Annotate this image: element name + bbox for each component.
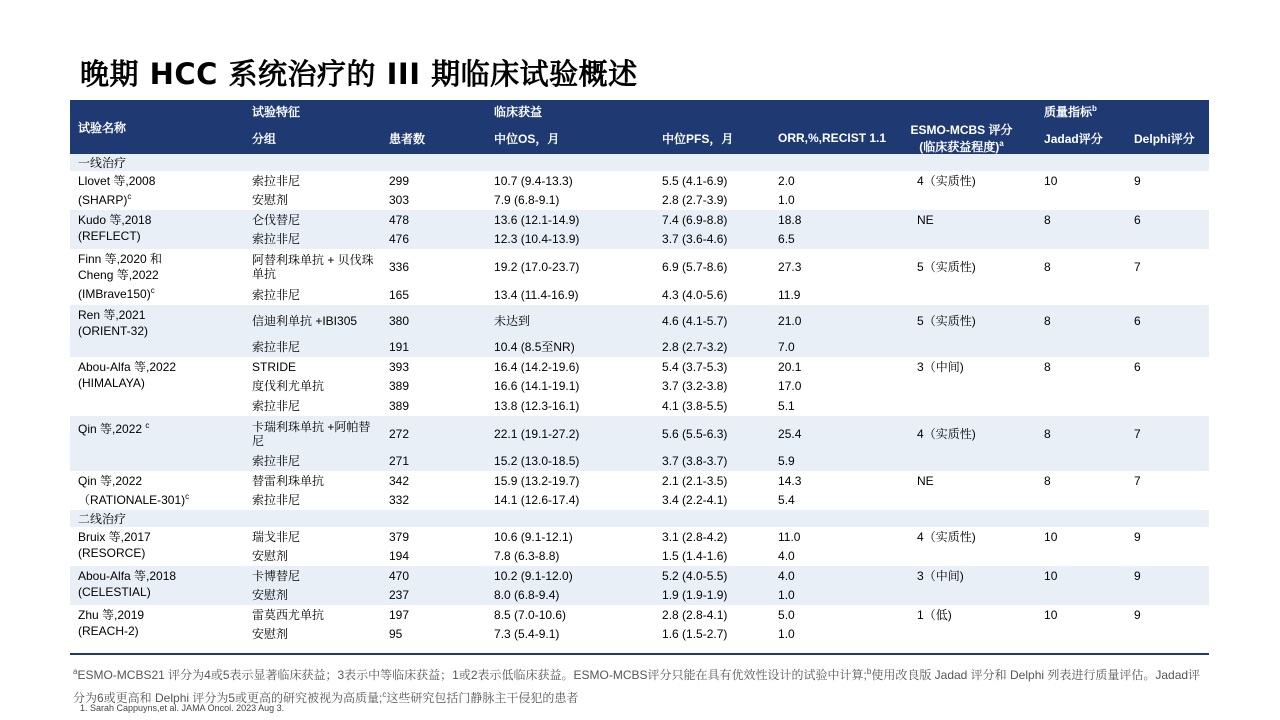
arm-os: 13.6 (12.1-14.9) [480,210,648,230]
trial-name: Bruix 等,2017 (RESORCE) [78,530,151,560]
arm-patients: 272 [375,416,480,452]
arm-os: 10.2 (9.1-12.0) [480,566,648,586]
arm-patients: 303 [389,193,410,208]
trial-esmo: 4（实质性) [917,529,976,544]
trial-jadad: 10 [1044,607,1058,622]
arm-os: 8.5 (7.0-10.6) [494,607,567,622]
arm-pfs: 3.4 (2.2-4.1) [662,493,728,508]
arm-os: 12.3 (10.4-13.9) [480,230,648,250]
trial-delphi: 9 [1134,607,1141,622]
trial-esmo: 3（中间) [917,359,964,374]
arm-patients: 470 [375,566,480,586]
header-patients: 患者数 [375,122,480,154]
trial-jadad: 8 [1030,210,1112,230]
trial-name: Qin 等,2022 （RATIONALE-301)$^c$ [78,474,190,507]
arm-pfs: 7.4 (6.9-8.8) [648,210,756,230]
section-second-line: 二线治疗 [70,510,1209,527]
arm-orr: 5.4 [778,493,795,508]
arm-group: 安慰剂 [252,627,289,642]
trial-esmo: 5（实质性) [917,260,976,274]
arm-patients: 389 [389,379,410,394]
arm-pfs: 4.6 (4.1-5.7) [648,305,756,338]
arm-orr: 5.1 [778,398,795,413]
arm-group: 安慰剂 [240,586,375,606]
trial-delphi: 9 [1134,529,1141,544]
arm-patients: 194 [389,549,410,564]
arm-group: 度伐利尤单抗 [252,379,325,394]
header-median-pfs: 中位PFS，月 [648,122,756,154]
trial-esmo: 5（实质性) [893,305,1030,338]
arm-group: 索拉非尼 [240,452,375,472]
arm-patients: 271 [375,452,480,472]
header-jadad: Jadad评分 [1030,122,1112,154]
arm-orr: 20.1 [778,359,802,374]
arm-pfs: 5.5 (4.1-6.9) [662,173,728,188]
arm-pfs: 4.3 (4.0-5.6) [662,287,728,302]
trial-esmo: 4（实质性) [917,173,976,188]
arm-pfs: 2.1 (2.1-3.5) [662,473,728,488]
table-body [70,154,1209,644]
arm-pfs: 1.6 (1.5-2.7) [662,627,728,642]
trial-delphi: 7 [1134,260,1141,274]
header-delphi: Delphi评分 [1112,122,1209,154]
trial-name: Finn 等,2020 和 Cheng 等,2022 (IMBrave150)$^c$ [78,252,163,301]
arm-os: 10.4 (8.5至NR) [480,338,648,358]
arm-orr: 1.0 [756,586,893,606]
arm-pfs: 2.8 (2.7-3.9) [662,193,728,208]
arm-patients: 389 [389,398,410,413]
arm-orr: 1.0 [778,193,795,208]
arm-os: 8.0 (6.8-9.4) [480,586,648,606]
trial-delphi: 6 [1112,210,1209,230]
arm-os: 10.6 (9.1-12.1) [494,529,573,544]
arm-group: 信迪利单抗 +IBI305 [240,305,375,338]
header-trial-name: 试验名称 [70,100,240,154]
trial-esmo: 3（中间) [893,566,1030,586]
arm-group: 瑞戈非尼 [252,529,301,544]
arm-group: 索拉非尼 [240,230,375,250]
trial-name: Llovet 等,2008 (SHARP)$^c$ [78,174,156,207]
header-esmo: ESMO-MCBS 评分 (临床获益程度)$^a$ [893,122,1030,154]
arm-pfs: 3.1 (2.8-4.2) [662,529,728,544]
arm-orr: 17.0 [778,379,802,394]
arm-os: 19.2 (17.0-23.7) [494,260,580,274]
arm-os: 15.9 (13.2-19.7) [494,473,580,488]
arm-orr: 7.0 [756,338,893,358]
arm-group: 阿替利珠单抗 + 贝伐珠单抗 [252,253,374,281]
table-bottom-rule [70,653,1209,655]
arm-pfs: 2.8 (2.7-3.2) [648,338,756,358]
arm-orr: 1.0 [778,627,795,642]
arm-orr: 11.0 [778,529,801,544]
arm-os: 7.9 (6.8-9.1) [494,193,560,208]
trial-name: Ren 等,2021 (ORIENT-32) [70,305,240,358]
arm-os: 10.7 (9.4-13.3) [494,173,573,188]
arm-group: 索拉非尼 [240,338,375,358]
arm-pfs: 1.9 (1.9-1.9) [648,586,756,606]
table-header [70,100,1209,154]
arm-orr: 6.5 [756,230,893,250]
arm-patients: 342 [389,473,410,488]
arm-group: 卡博替尼 [240,566,375,586]
arm-patients: 393 [389,359,410,374]
trial-jadad: 8 [1044,260,1051,274]
trial-esmo: 4（实质性) [893,416,1030,452]
page-title: 晚期 HCC 系统治疗的 III 期临床试验概述 [80,57,638,91]
trial-name: Kudo 等,2018 (REFLECT) [70,210,240,249]
arm-pfs: 6.9 (5.7-8.6) [662,260,728,274]
header-orr: ORR,%,RECIST 1.1 [756,122,893,154]
arm-orr: 4.0 [778,549,795,564]
trial-esmo: NE [893,210,1030,230]
arm-patients: 380 [375,305,480,338]
arm-orr: 5.0 [778,607,795,622]
arm-group: 索拉非尼 [252,398,301,413]
arm-patients: 336 [389,260,410,274]
arm-orr: 27.3 [778,260,802,274]
trial-name: Zhu 等,2019 (REACH-2) [78,608,145,638]
trial-name: Qin 等,2022 $^c$ [70,416,240,472]
trial-delphi: 7 [1134,473,1141,488]
trial-delphi: 6 [1112,305,1209,338]
trial-jadad: 10 [1044,173,1058,188]
arm-patients: 165 [389,287,410,302]
footnote: $^a$ESMO-MCBS21 评分为4或5表示显著临床获益；3表示中等临床获益；1或2表示低临床获益。ESMO-MCBS评分只能在具有优效性设计的试验中计算;$^b$使用改良版 Jadad 评分和 Delphi 列表进行质量评估。Jadad评分为6或更高和 Delphi 评分为5或更高的研究被视为高质量;$^c$这些研究包括门静脉主干侵犯的患者 [73,667,1201,705]
arm-pfs: 5.6 (5.5-6.3) [648,416,756,452]
arm-os: 16.6 (14.1-19.1) [494,379,580,394]
trial-delphi: 6 [1134,359,1141,374]
header-median-os: 中位OS，月 [480,122,648,154]
arm-os: 未达到 [480,305,648,338]
arm-group: 索拉非尼 [252,493,301,508]
header-group: 分组 [240,122,375,154]
arm-group: 安慰剂 [252,549,289,564]
arm-group: 索拉非尼 [252,287,301,302]
arm-pfs: 2.8 (2.8-4.1) [662,607,728,622]
arm-patients: 478 [375,210,480,230]
reference: 1. Sarah Cappuyns,et al. JAMA Oncol. 2023 Aug 3. [80,703,285,713]
arm-os: 14.1 (12.6-17.4) [494,493,580,508]
arm-orr: 21.0 [756,305,893,338]
arm-patients: 191 [375,338,480,358]
arm-orr: 25.4 [756,416,893,452]
arm-group: 索拉非尼 [252,173,301,188]
arm-patients: 379 [389,529,410,544]
trial-delphi: 9 [1134,173,1141,188]
arm-orr: 11.9 [778,287,801,302]
trial-name: Abou-Alfa 等,2018 (CELESTIAL) [70,566,240,605]
arm-os: 7.3 (5.4-9.1) [494,627,560,642]
arm-os: 13.8 (12.3-16.1) [494,398,580,413]
arm-patients: 95 [389,627,403,642]
trial-jadad: 8 [1044,473,1051,488]
trials-table [70,100,1209,644]
arm-pfs: 3.7 (3.6-4.6) [648,230,756,250]
arm-group: 替雷利珠单抗 [252,473,325,488]
arm-orr: 4.0 [756,566,893,586]
arm-group: 卡瑞利珠单抗 +阿帕替尼 [240,416,375,452]
arm-os: 22.1 (19.1-27.2) [480,416,648,452]
arm-pfs: 3.7 (3.2-3.8) [662,379,728,394]
trial-jadad: 8 [1030,416,1112,452]
trial-delphi: 9 [1112,566,1209,586]
arm-os: 16.4 (14.2-19.6) [494,359,580,374]
arm-orr: 14.3 [778,473,802,488]
arm-patients: 476 [375,230,480,250]
section-first-line: 一线治疗 [70,154,1209,171]
arm-pfs: 4.1 (3.8-5.5) [662,398,728,413]
arm-os: 15.2 (13.0-18.5) [480,452,648,472]
arm-patients: 197 [389,607,410,622]
arm-patients: 332 [389,493,410,508]
arm-os: 7.8 (6.3-8.8) [494,549,560,564]
arm-group: STRIDE [252,359,297,374]
arm-os: 13.4 (11.4-16.9) [494,287,579,302]
header-quality: 质量指标$^b$ [1030,100,1209,122]
arm-group: 雷莫西尤单抗 [252,607,325,622]
trial-name: Abou-Alfa 等,2022 (HIMALAYA) [78,360,177,390]
arm-pfs: 5.4 (3.7-5.3) [662,359,728,374]
arm-group: 仑伐替尼 [240,210,375,230]
arm-orr: 5.9 [756,452,893,472]
trial-delphi: 7 [1112,416,1209,452]
trial-jadad: 8 [1030,305,1112,338]
arm-pfs: 1.5 (1.4-1.6) [662,549,728,564]
trial-jadad: 8 [1044,359,1051,374]
arm-patients: 299 [389,173,410,188]
trial-jadad: 10 [1044,529,1058,544]
trial-jadad: 10 [1030,566,1112,586]
arm-orr: 2.0 [778,173,795,188]
header-clinical-benefit: 临床获益 [480,100,893,122]
trial-esmo: 1（低) [917,607,952,622]
arm-patients: 237 [375,586,480,606]
header-trial-features: 试验特征 [240,100,480,122]
trial-esmo: NE [917,473,934,488]
arm-pfs: 3.7 (3.8-3.7) [648,452,756,472]
arm-pfs: 5.2 (4.0-5.5) [648,566,756,586]
arm-group: 安慰剂 [252,193,289,208]
arm-orr: 18.8 [756,210,893,230]
